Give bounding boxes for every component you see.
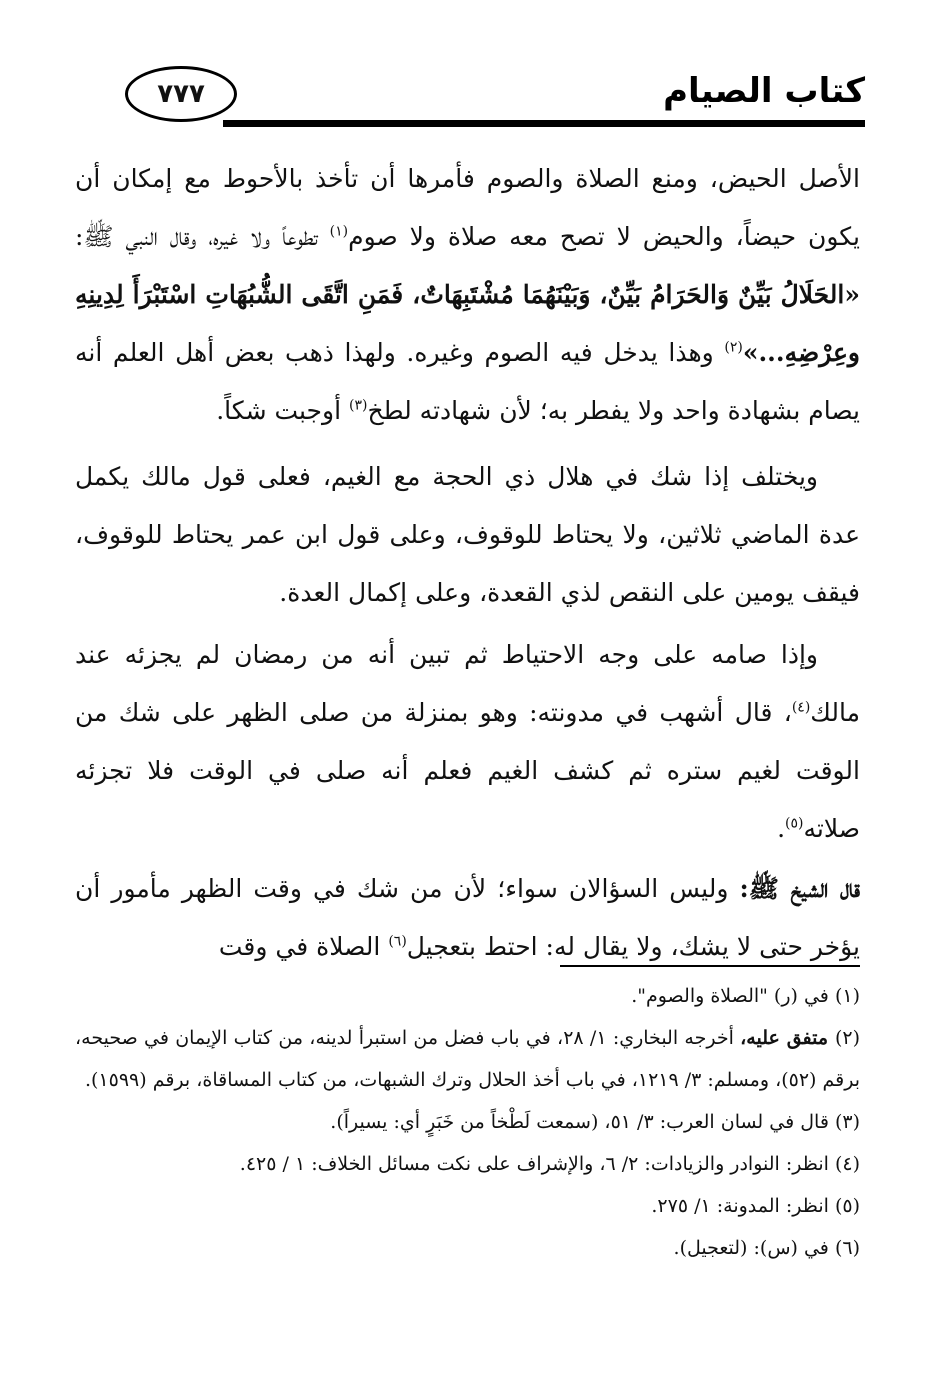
hadith-quote: «الحَلَالُ بَيِّنٌ وَالحَرَامُ بَيِّنٌ، وَبَيْنَهُمَا مُشْتَبِهَاتٌ، فَمَنِ اتَّقَى الشُّبُهَاتِ اسْتَبْرَأَ لِدِينِهِ وعِرْضِهِ...» [75,280,860,367]
footnote-ref-2: (٢) [724,339,743,356]
footnote-2: (٢) متفق عليه، أخرجه البخاري: ١/ ٢٨، في باب فضل من استبرأ لدينه، من كتاب الإيمان في صحيحه، برقم (٥٢)، ومسلم: ٣/ ١٢١٩، في باب أخذ الحلال وترك الشبهات، من كتاب المساقاة، برقم (١٥٩٩). [75,1027,860,1091]
sheikh-label: قال الشيخ ﷺ: [739,874,860,903]
page-header [115,60,865,132]
footnote-ref-1: (١) [329,223,349,240]
footnote-ref-5: (٥) [785,815,804,832]
footnote-ref-6: (٦) [388,933,407,950]
header-rule [223,120,865,127]
page-number: ٧٧٧ [157,79,205,109]
footnote-6: (٦) في (س): (لتعجيل). [673,1237,860,1259]
footnote-5: (٥) انظر: المدونة: ١/ ٢٧٥. [651,1195,860,1217]
paragraph-3: وإذا صامه على وجه الاحتياط ثم تبين أنه من رمضان لم يجزئه عند مالك$^{(٤)}$، قال أشهب في مدونته: وهو بمنزلة من صلى الظهر على شك من الوقت لغيم ستره ثم كشف الغيم فعلم أنه صلى في الوقت فلا تجزئه صلاته$^{(٥)}$. [75,640,860,843]
body-text [75,150,860,976]
footnote-ref-4: (٤) [791,699,811,716]
footnote-4: (٤) انظر: النوادر والزيادات: ٢/ ٦، والإشراف على نكت مسائل الخلاف: ١ / ٤٢٥. [239,1153,860,1175]
page-number-badge [125,66,237,122]
footnotes [75,975,860,1269]
paragraph-2: ويختلف إذا شك في هلال ذي الحجة مع الغيم، فعلى قول مالك يكمل عدة الماضي ثلاثين، ولا يحتاط للوقوف، وعلى قول ابن عمر يحتاط للوقوف، فيقف يومين على النقص لذي القعدة، وعلى إكمال العدة. [75,462,860,607]
paragraph-4: قال الشيخ ﷺ: وليس السؤالان سواء؛ لأن من شك في وقت الظهر مأمور أن يؤخر حتى لا يشك، ولا يقال له: احتط بتعجيل$^{(٦)}$ الصلاة في وقت [75,874,860,961]
paragraph-1: الأصل الحيض، ومنع الصلاة والصوم فأمرها أن تأخذ بالأحوط مع إمكان أن يكون حيضاً، والحيض لا تصح معه صلاة ولا صوم$^{(١)}$ تطوعاً ولا غيره، وقال النبي ﷺ: «الحَلَالُ بَيِّنٌ وَالحَرَامُ بَيِّنٌ، وَبَيْنَهُمَا مُشْتَبِهَاتٌ، فَمَنِ اتَّقَى الشُّبُهَاتِ اسْتَبْرَأَ لِدِينِهِ وعِرْضِهِ...»$^{(٢)}$ وهذا يدخل فيه الصوم وغيره. ولهذا ذهب بعض أهل العلم أنه يصام بشهادة واحد ولا يفطر به؛ لأن شهادته لطخ$^{(٣)}$ أوجبت شكاً. [75,164,860,425]
footnote-1: (١) في (ر) "الصلاة والصوم". [631,985,860,1007]
footnote-3: (٣) قال في لسان العرب: ٣/ ٥١، (سمعت لَطْخاً من خَبَرٍ أي: يسيراً). [330,1111,860,1133]
book-title: كتاب الصيام [663,71,865,111]
footnote-ref-3: (٣) [348,397,368,414]
footnote-separator [560,965,860,967]
